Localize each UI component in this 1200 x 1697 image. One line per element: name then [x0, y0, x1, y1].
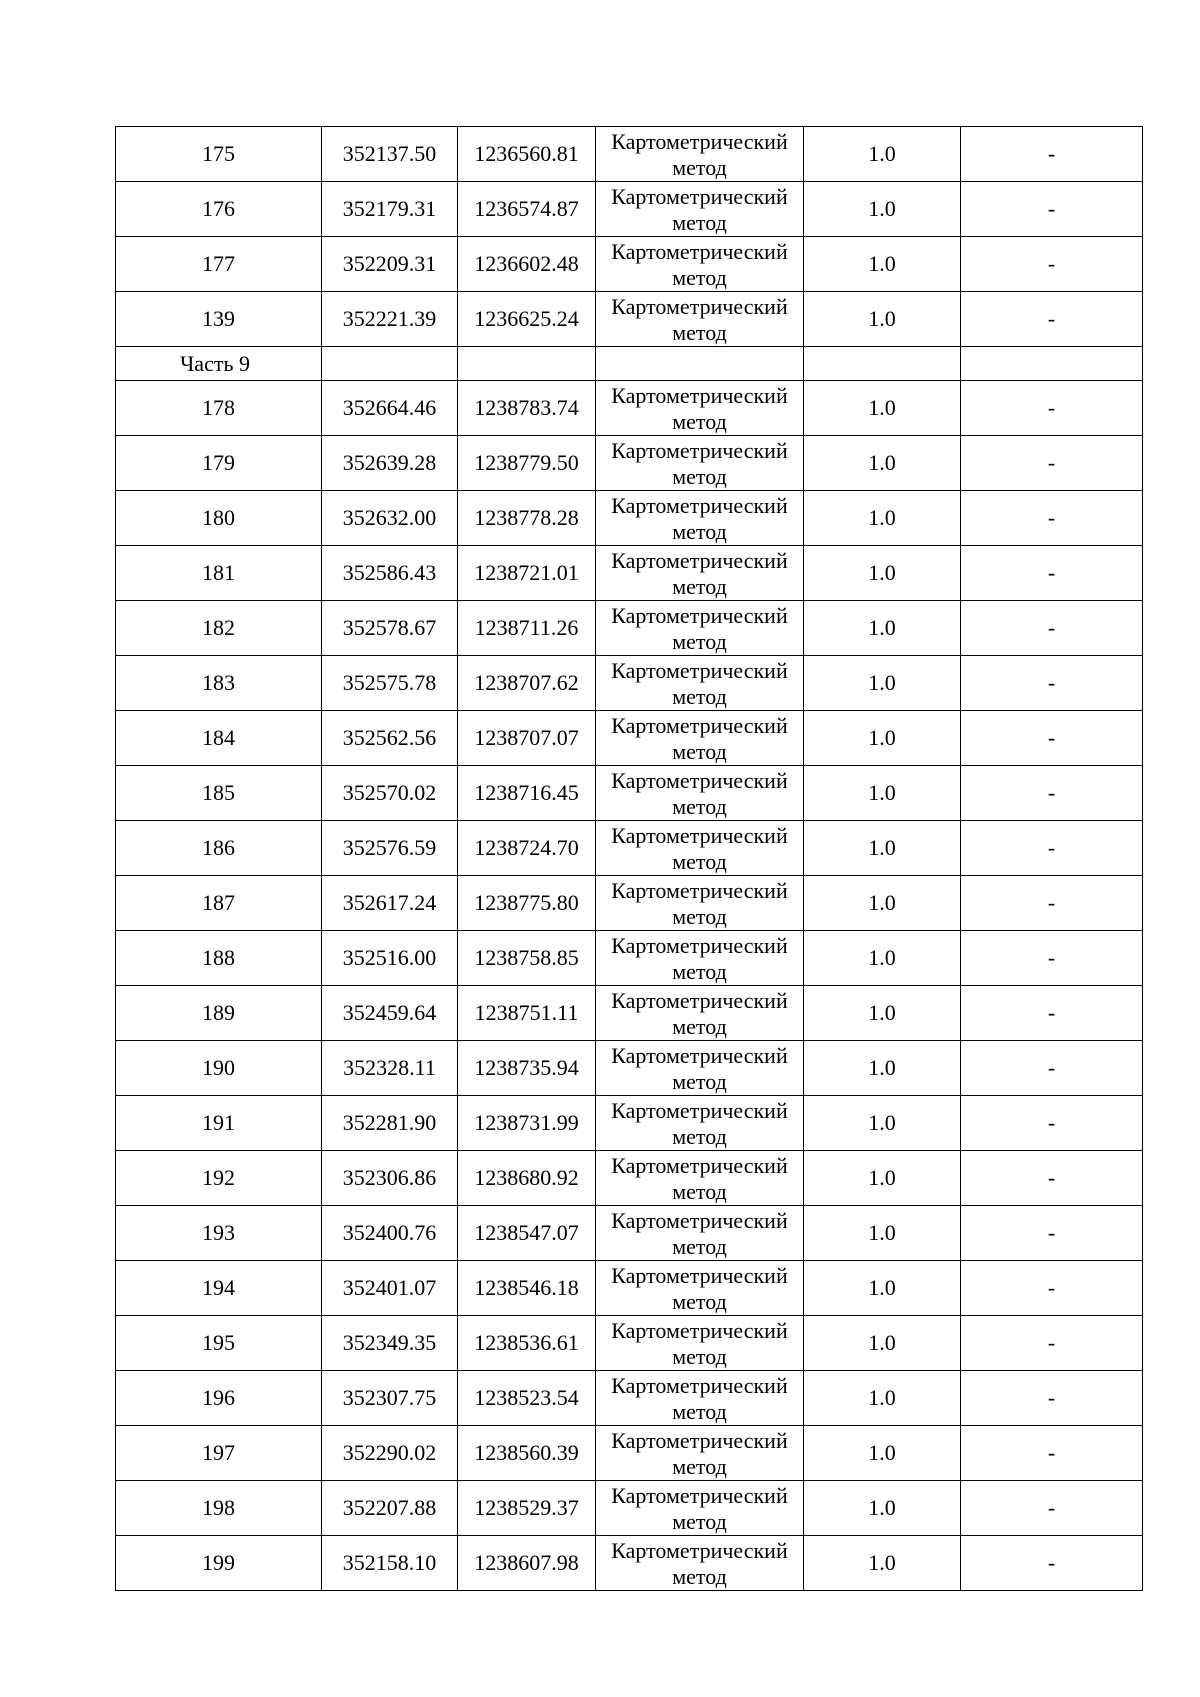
empty-cell	[804, 347, 961, 381]
method-text-line1: Картометрический	[611, 768, 788, 793]
table-row	[116, 1481, 1143, 1536]
method-text-line2: метод	[672, 739, 727, 764]
accuracy-cell: 1.0	[804, 1206, 961, 1261]
x-coordinate-cell: 352570.02	[322, 766, 458, 821]
method-cell	[596, 1426, 804, 1481]
note-cell: -	[961, 436, 1143, 491]
method-text-line2: метод	[672, 409, 727, 434]
method-text-line2: метод	[672, 574, 727, 599]
accuracy-cell: 1.0	[804, 381, 961, 436]
table-row	[116, 821, 1143, 876]
y-coordinate-cell: 1238758.85	[458, 931, 596, 986]
y-coordinate-cell: 1238560.39	[458, 1426, 596, 1481]
method-text-line1: Картометрический	[611, 383, 788, 408]
x-coordinate-cell: 352349.35	[322, 1316, 458, 1371]
accuracy-cell: 1.0	[804, 821, 961, 876]
method-cell	[596, 1096, 804, 1151]
method-text-line2: метод	[672, 849, 727, 874]
method-text-line2: метод	[672, 1014, 727, 1039]
y-coordinate-cell: 1238707.07	[458, 711, 596, 766]
x-coordinate-cell: 352158.10	[322, 1536, 458, 1591]
x-coordinate-cell: 352578.67	[322, 601, 458, 656]
method-cell	[596, 292, 804, 347]
x-coordinate-cell: 352400.76	[322, 1206, 458, 1261]
method-text-line1: Картометрический	[611, 713, 788, 738]
method-cell	[596, 1261, 804, 1316]
note-cell: -	[961, 546, 1143, 601]
accuracy-cell: 1.0	[804, 546, 961, 601]
note-cell: -	[961, 876, 1143, 931]
y-coordinate-cell: 1238523.54	[458, 1371, 596, 1426]
accuracy-cell: 1.0	[804, 182, 961, 237]
y-coordinate-cell: 1238529.37	[458, 1481, 596, 1536]
method-text-line2: метод	[672, 1179, 727, 1204]
method-cell	[596, 1151, 804, 1206]
method-cell	[596, 546, 804, 601]
method-text-line1: Картометрический	[611, 239, 788, 264]
y-coordinate-cell: 1238775.80	[458, 876, 596, 931]
method-text-line2: метод	[672, 1234, 727, 1259]
y-coordinate-cell: 1236602.48	[458, 237, 596, 292]
accuracy-cell: 1.0	[804, 931, 961, 986]
point-number-cell: 186	[116, 821, 322, 876]
method-cell	[596, 821, 804, 876]
method-cell	[596, 876, 804, 931]
method-text-line2: метод	[672, 1344, 727, 1369]
note-cell: -	[961, 1151, 1143, 1206]
method-text-line1: Картометрический	[611, 933, 788, 958]
x-coordinate-cell: 352639.28	[322, 436, 458, 491]
method-cell	[596, 1316, 804, 1371]
y-coordinate-cell: 1238711.26	[458, 601, 596, 656]
table-row	[116, 292, 1143, 347]
accuracy-cell: 1.0	[804, 986, 961, 1041]
method-text-line2: метод	[672, 684, 727, 709]
point-number-cell: 181	[116, 546, 322, 601]
part-header-row	[116, 347, 1143, 381]
x-coordinate-cell: 352562.56	[322, 711, 458, 766]
note-cell: -	[961, 1316, 1143, 1371]
accuracy-cell: 1.0	[804, 711, 961, 766]
method-text-line1: Картометрический	[611, 438, 788, 463]
method-text-line1: Картометрический	[611, 548, 788, 573]
table-row	[116, 1151, 1143, 1206]
table-row	[116, 381, 1143, 436]
point-number-cell: 188	[116, 931, 322, 986]
note-cell: -	[961, 931, 1143, 986]
table-row	[116, 1426, 1143, 1481]
accuracy-cell: 1.0	[804, 1261, 961, 1316]
x-coordinate-cell: 352576.59	[322, 821, 458, 876]
note-cell: -	[961, 1371, 1143, 1426]
method-text-line1: Картометрический	[611, 1043, 788, 1068]
x-coordinate-cell: 352179.31	[322, 182, 458, 237]
point-number-cell: 194	[116, 1261, 322, 1316]
table-row	[116, 931, 1143, 986]
method-cell	[596, 1041, 804, 1096]
table-row	[116, 1041, 1143, 1096]
point-number-cell: 183	[116, 656, 322, 711]
note-cell: -	[961, 1206, 1143, 1261]
method-text-line1: Картометрический	[611, 1208, 788, 1233]
y-coordinate-cell: 1238751.11	[458, 986, 596, 1041]
note-cell: -	[961, 1261, 1143, 1316]
table-row	[116, 1096, 1143, 1151]
method-text-line1: Картометрический	[611, 1098, 788, 1123]
x-coordinate-cell: 352221.39	[322, 292, 458, 347]
method-cell	[596, 711, 804, 766]
x-coordinate-cell: 352307.75	[322, 1371, 458, 1426]
x-coordinate-cell: 352137.50	[322, 127, 458, 182]
accuracy-cell: 1.0	[804, 656, 961, 711]
y-coordinate-cell: 1238721.01	[458, 546, 596, 601]
method-text-line2: метод	[672, 904, 727, 929]
x-coordinate-cell: 352586.43	[322, 546, 458, 601]
y-coordinate-cell: 1238536.61	[458, 1316, 596, 1371]
table-row	[116, 1261, 1143, 1316]
note-cell: -	[961, 127, 1143, 182]
method-text-line1: Картометрический	[611, 493, 788, 518]
x-coordinate-cell: 352281.90	[322, 1096, 458, 1151]
accuracy-cell: 1.0	[804, 237, 961, 292]
table-row	[116, 491, 1143, 546]
empty-cell	[961, 347, 1143, 381]
x-coordinate-cell: 352459.64	[322, 986, 458, 1041]
point-number-cell: 178	[116, 381, 322, 436]
method-text-line2: метод	[672, 464, 727, 489]
y-coordinate-cell: 1236560.81	[458, 127, 596, 182]
accuracy-cell: 1.0	[804, 1371, 961, 1426]
table-row	[116, 1536, 1143, 1591]
x-coordinate-cell: 352664.46	[322, 381, 458, 436]
point-number-cell: 182	[116, 601, 322, 656]
y-coordinate-cell: 1238607.98	[458, 1536, 596, 1591]
method-cell	[596, 1371, 804, 1426]
y-coordinate-cell: 1238547.07	[458, 1206, 596, 1261]
method-text-line2: метод	[672, 629, 727, 654]
x-coordinate-cell: 352575.78	[322, 656, 458, 711]
y-coordinate-cell: 1236574.87	[458, 182, 596, 237]
accuracy-cell: 1.0	[804, 292, 961, 347]
method-cell	[596, 381, 804, 436]
point-number-cell: 189	[116, 986, 322, 1041]
method-text-line1: Картометрический	[611, 1153, 788, 1178]
point-number-cell: 185	[116, 766, 322, 821]
table-row	[116, 601, 1143, 656]
coordinates-table-body	[116, 127, 1143, 1591]
point-number-cell: 139	[116, 292, 322, 347]
method-text-line2: метод	[672, 1069, 727, 1094]
table-row	[116, 237, 1143, 292]
point-number-cell: 180	[116, 491, 322, 546]
table-row	[116, 711, 1143, 766]
note-cell: -	[961, 986, 1143, 1041]
y-coordinate-cell: 1236625.24	[458, 292, 596, 347]
method-cell	[596, 766, 804, 821]
point-number-cell: 198	[116, 1481, 322, 1536]
x-coordinate-cell: 352290.02	[322, 1426, 458, 1481]
note-cell: -	[961, 1426, 1143, 1481]
method-text-line2: метод	[672, 210, 727, 235]
method-text-line1: Картометрический	[611, 294, 788, 319]
method-cell	[596, 491, 804, 546]
accuracy-cell: 1.0	[804, 601, 961, 656]
method-text-line2: метод	[672, 265, 727, 290]
point-number-cell: 192	[116, 1151, 322, 1206]
note-cell: -	[961, 766, 1143, 821]
method-text-line1: Картометрический	[611, 1373, 788, 1398]
method-text-line1: Картометрический	[611, 1483, 788, 1508]
method-cell	[596, 1206, 804, 1261]
table-row	[116, 656, 1143, 711]
y-coordinate-cell: 1238735.94	[458, 1041, 596, 1096]
table-row	[116, 986, 1143, 1041]
y-coordinate-cell: 1238778.28	[458, 491, 596, 546]
method-text-line2: метод	[672, 959, 727, 984]
note-cell: -	[961, 1481, 1143, 1536]
method-text-line2: метод	[672, 1564, 727, 1589]
x-coordinate-cell: 352632.00	[322, 491, 458, 546]
table-row	[116, 1206, 1143, 1261]
x-coordinate-cell: 352617.24	[322, 876, 458, 931]
table-row	[116, 876, 1143, 931]
y-coordinate-cell: 1238779.50	[458, 436, 596, 491]
note-cell: -	[961, 656, 1143, 711]
point-number-cell: 176	[116, 182, 322, 237]
y-coordinate-cell: 1238680.92	[458, 1151, 596, 1206]
table-row	[116, 546, 1143, 601]
point-number-cell: 197	[116, 1426, 322, 1481]
note-cell: -	[961, 821, 1143, 876]
point-number-cell: 175	[116, 127, 322, 182]
accuracy-cell: 1.0	[804, 1536, 961, 1591]
method-text-line2: метод	[672, 320, 727, 345]
accuracy-cell: 1.0	[804, 1096, 961, 1151]
y-coordinate-cell: 1238783.74	[458, 381, 596, 436]
coordinates-table	[115, 126, 1143, 1591]
part-label: Часть 9	[116, 347, 322, 381]
note-cell: -	[961, 182, 1143, 237]
y-coordinate-cell: 1238546.18	[458, 1261, 596, 1316]
method-text-line1: Картометрический	[611, 878, 788, 903]
method-cell	[596, 931, 804, 986]
y-coordinate-cell: 1238716.45	[458, 766, 596, 821]
method-cell	[596, 1481, 804, 1536]
point-number-cell: 191	[116, 1096, 322, 1151]
method-text-line1: Картометрический	[611, 658, 788, 683]
x-coordinate-cell: 352207.88	[322, 1481, 458, 1536]
method-text-line1: Картометрический	[611, 1318, 788, 1343]
method-text-line1: Картометрический	[611, 988, 788, 1013]
accuracy-cell: 1.0	[804, 1481, 961, 1536]
x-coordinate-cell: 352328.11	[322, 1041, 458, 1096]
note-cell: -	[961, 711, 1143, 766]
table-row	[116, 436, 1143, 491]
table-row	[116, 766, 1143, 821]
method-cell	[596, 601, 804, 656]
method-text-line2: метод	[672, 1124, 727, 1149]
accuracy-cell: 1.0	[804, 766, 961, 821]
method-text-line1: Картометрический	[611, 129, 788, 154]
method-text-line2: метод	[672, 1454, 727, 1479]
point-number-cell: 179	[116, 436, 322, 491]
method-text-line1: Картометрический	[611, 823, 788, 848]
accuracy-cell: 1.0	[804, 876, 961, 931]
method-text-line1: Картометрический	[611, 1428, 788, 1453]
method-cell	[596, 127, 804, 182]
point-number-cell: 184	[116, 711, 322, 766]
method-cell	[596, 436, 804, 491]
empty-cell	[458, 347, 596, 381]
method-text-line1: Картометрический	[611, 1538, 788, 1563]
method-text-line2: метод	[672, 1289, 727, 1314]
accuracy-cell: 1.0	[804, 1151, 961, 1206]
method-text-line1: Картометрический	[611, 184, 788, 209]
method-cell	[596, 1536, 804, 1591]
table-row	[116, 182, 1143, 237]
point-number-cell: 199	[116, 1536, 322, 1591]
note-cell: -	[961, 601, 1143, 656]
y-coordinate-cell: 1238724.70	[458, 821, 596, 876]
point-number-cell: 187	[116, 876, 322, 931]
point-number-cell: 196	[116, 1371, 322, 1426]
point-number-cell: 195	[116, 1316, 322, 1371]
method-text-line1: Картометрический	[611, 603, 788, 628]
note-cell: -	[961, 237, 1143, 292]
x-coordinate-cell: 352516.00	[322, 931, 458, 986]
method-cell	[596, 182, 804, 237]
accuracy-cell: 1.0	[804, 1041, 961, 1096]
y-coordinate-cell: 1238731.99	[458, 1096, 596, 1151]
method-text-line2: метод	[672, 519, 727, 544]
point-number-cell: 177	[116, 237, 322, 292]
note-cell: -	[961, 1041, 1143, 1096]
table-row	[116, 1316, 1143, 1371]
note-cell: -	[961, 292, 1143, 347]
method-text-line2: метод	[672, 794, 727, 819]
accuracy-cell: 1.0	[804, 436, 961, 491]
accuracy-cell: 1.0	[804, 491, 961, 546]
accuracy-cell: 1.0	[804, 127, 961, 182]
accuracy-cell: 1.0	[804, 1426, 961, 1481]
y-coordinate-cell: 1238707.62	[458, 656, 596, 711]
point-number-cell: 193	[116, 1206, 322, 1261]
method-cell	[596, 986, 804, 1041]
table-row	[116, 1371, 1143, 1426]
method-text-line1: Картометрический	[611, 1263, 788, 1288]
empty-cell	[322, 347, 458, 381]
table-row	[116, 127, 1143, 182]
x-coordinate-cell: 352209.31	[322, 237, 458, 292]
note-cell: -	[961, 381, 1143, 436]
note-cell: -	[961, 1096, 1143, 1151]
method-text-line2: метод	[672, 1509, 727, 1534]
method-text-line2: метод	[672, 1399, 727, 1424]
point-number-cell: 190	[116, 1041, 322, 1096]
x-coordinate-cell: 352306.86	[322, 1151, 458, 1206]
empty-cell	[596, 347, 804, 381]
method-text-line2: метод	[672, 155, 727, 180]
method-cell	[596, 656, 804, 711]
method-cell	[596, 237, 804, 292]
x-coordinate-cell: 352401.07	[322, 1261, 458, 1316]
accuracy-cell: 1.0	[804, 1316, 961, 1371]
note-cell: -	[961, 1536, 1143, 1591]
note-cell: -	[961, 491, 1143, 546]
